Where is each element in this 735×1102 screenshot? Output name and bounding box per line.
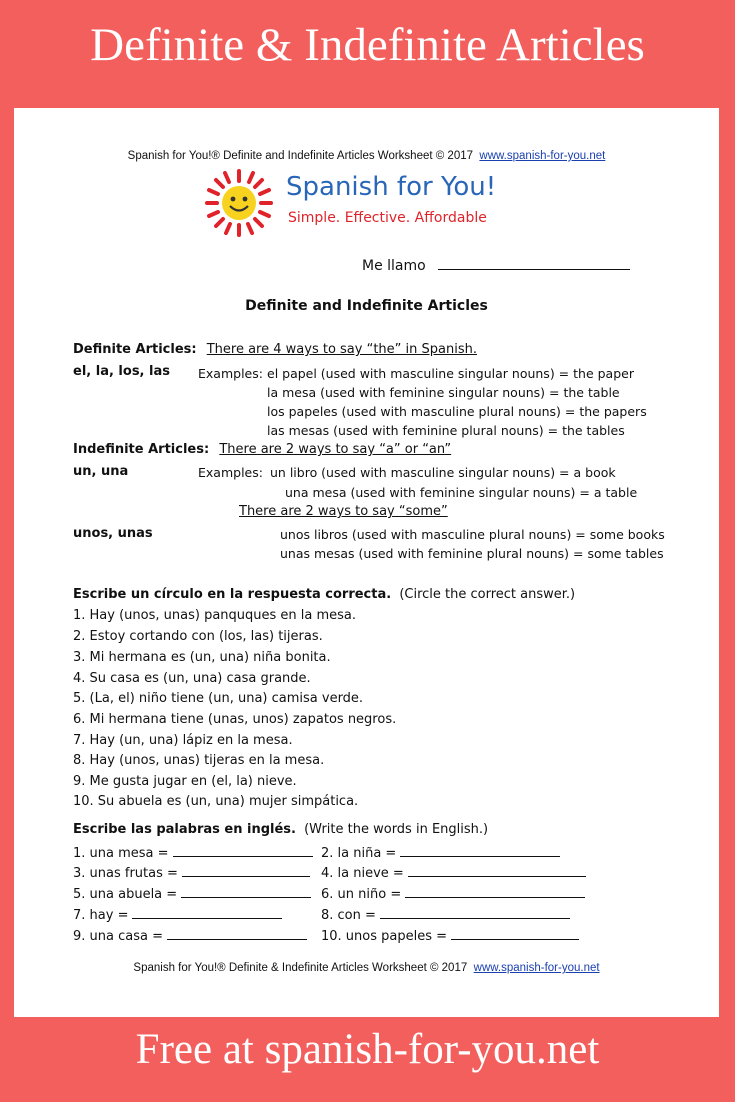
answer-blank[interactable] xyxy=(408,864,586,877)
answer-blank[interactable] xyxy=(173,844,313,857)
translate-prompt: 7. hay = xyxy=(73,908,129,923)
question-item: 3. Mi hermana es (un, una) niña bonita. xyxy=(73,650,331,665)
answer-blank[interactable] xyxy=(380,906,570,919)
worksheet-footer xyxy=(14,962,719,974)
plural-indefinite-articles: unos, unas xyxy=(73,526,153,541)
brand-name: Spanish for You! xyxy=(286,172,497,202)
footer-text: Spanish for You!® Definite & Indefinite Articles Worksheet © 2017 xyxy=(133,962,468,974)
translate-item xyxy=(321,906,570,923)
translate-item xyxy=(73,864,310,881)
plural-example: unas mesas (used with feminine plural nouns) = some tables xyxy=(280,546,664,561)
answer-blank[interactable] xyxy=(181,885,311,898)
question-item: 2. Estoy cortando con (los, las) tijeras. xyxy=(73,629,323,644)
definite-example: el papel (used with masculine singular nouns) = the paper xyxy=(267,366,634,381)
answer-blank[interactable] xyxy=(451,927,579,940)
translate-item xyxy=(73,906,282,923)
indefinite-example: una mesa (used with feminine singular nouns) = a table xyxy=(285,485,638,500)
question-item: 5. (La, el) niño tiene (un, una) camisa verde. xyxy=(73,691,364,706)
name-label: Me llamo xyxy=(362,258,426,274)
circle-heading: Escribe un círculo en la respuesta correcta. xyxy=(73,587,392,602)
indefinite-heading-row xyxy=(73,442,451,457)
worksheet-header xyxy=(14,150,719,162)
translate-item xyxy=(73,844,313,861)
question-item: 10. Su abuela es (un, una) mujer simpática. xyxy=(73,794,359,809)
some-note: There are 2 ways to say “some” xyxy=(239,504,448,519)
definite-examples-label: Examples: xyxy=(198,366,263,381)
answer-blank[interactable] xyxy=(167,927,307,940)
translate-item xyxy=(321,885,585,902)
translate-item xyxy=(321,927,579,944)
answer-blank[interactable] xyxy=(405,885,585,898)
translate-prompt: 3. unas frutas = xyxy=(73,866,178,881)
indefinite-example: un libro (used with masculine singular nouns) = a book xyxy=(270,465,616,480)
definite-example: la mesa (used with feminine singular nouns) = the table xyxy=(267,385,620,400)
smiling-sun-icon xyxy=(204,168,274,238)
definite-example: las mesas (used with feminine plural nouns) = the tables xyxy=(267,423,625,438)
translate-item xyxy=(321,864,586,881)
translate-heading: Escribe las palabras en inglés. xyxy=(73,822,296,837)
translate-heading-row xyxy=(73,822,488,837)
header-text: Spanish for You!® Definite and Indefinite Articles Worksheet © 2017 xyxy=(127,150,474,162)
translate-prompt: 5. una abuela = xyxy=(73,887,178,902)
indefinite-articles: un, una xyxy=(73,464,129,479)
brand-tagline: Simple. Effective. Affordable xyxy=(288,210,487,226)
header-link[interactable]: www.spanish-for-you.net xyxy=(479,150,606,162)
translate-prompt: 9. una casa = xyxy=(73,929,163,944)
translate-prompt: 1. una mesa = xyxy=(73,846,169,861)
circle-heading-row xyxy=(73,587,575,602)
translate-item xyxy=(73,885,311,902)
translate-prompt: 8. con = xyxy=(321,908,376,923)
translate-item xyxy=(73,927,307,944)
translate-prompt: 10. unos papeles = xyxy=(321,929,448,944)
question-item: 6. Mi hermana tiene (unas, unos) zapatos negros. xyxy=(73,712,397,727)
translate-item xyxy=(321,844,560,861)
indefinite-examples-label: Examples: xyxy=(198,465,263,480)
answer-blank[interactable] xyxy=(182,864,310,877)
translate-note: (Write the words in English.) xyxy=(304,822,489,837)
indefinite-heading: Indefinite Articles: xyxy=(73,442,210,457)
question-item: 1. Hay (unos, unas) panquques en la mesa. xyxy=(73,608,357,623)
question-item: 4. Su casa es (un, una) casa grande. xyxy=(73,671,311,686)
banner-footer: Free at spanish-for-you.net xyxy=(135,1026,600,1073)
worksheet-title: Definite and Indefinite Articles xyxy=(245,298,488,314)
definite-articles: el, la, los, las xyxy=(73,364,170,379)
footer-link[interactable]: www.spanish-for-you.net xyxy=(473,962,600,974)
definite-note: There are 4 ways to say “the” in Spanish. xyxy=(206,342,477,357)
worksheet-page xyxy=(14,108,719,1017)
circle-note: (Circle the correct answer.) xyxy=(399,587,576,602)
translate-prompt: 2. la niña = xyxy=(321,846,397,861)
name-field xyxy=(362,255,630,274)
definite-heading-row xyxy=(73,342,477,357)
answer-blank[interactable] xyxy=(132,906,282,919)
translate-prompt: 6. un niño = xyxy=(321,887,402,902)
definite-heading: Definite Articles: xyxy=(73,342,197,357)
answer-blank[interactable] xyxy=(400,844,560,857)
banner-title: Definite & Indefinite Articles xyxy=(90,19,645,71)
name-blank-line[interactable] xyxy=(438,255,630,270)
brand-logo xyxy=(204,168,544,238)
indefinite-note: There are 2 ways to say “a” or “an” xyxy=(219,442,452,457)
question-item: 8. Hay (unos, unas) tijeras en la mesa. xyxy=(73,753,325,768)
translate-prompt: 4. la nieve = xyxy=(321,866,404,881)
plural-example: unos libros (used with masculine plural nouns) = some books xyxy=(280,527,665,542)
question-item: 7. Hay (un, una) lápiz en la mesa. xyxy=(73,733,293,748)
definite-example: los papeles (used with masculine plural nouns) = the papers xyxy=(267,404,647,419)
question-item: 9. Me gusta jugar en (el, la) nieve. xyxy=(73,774,297,789)
